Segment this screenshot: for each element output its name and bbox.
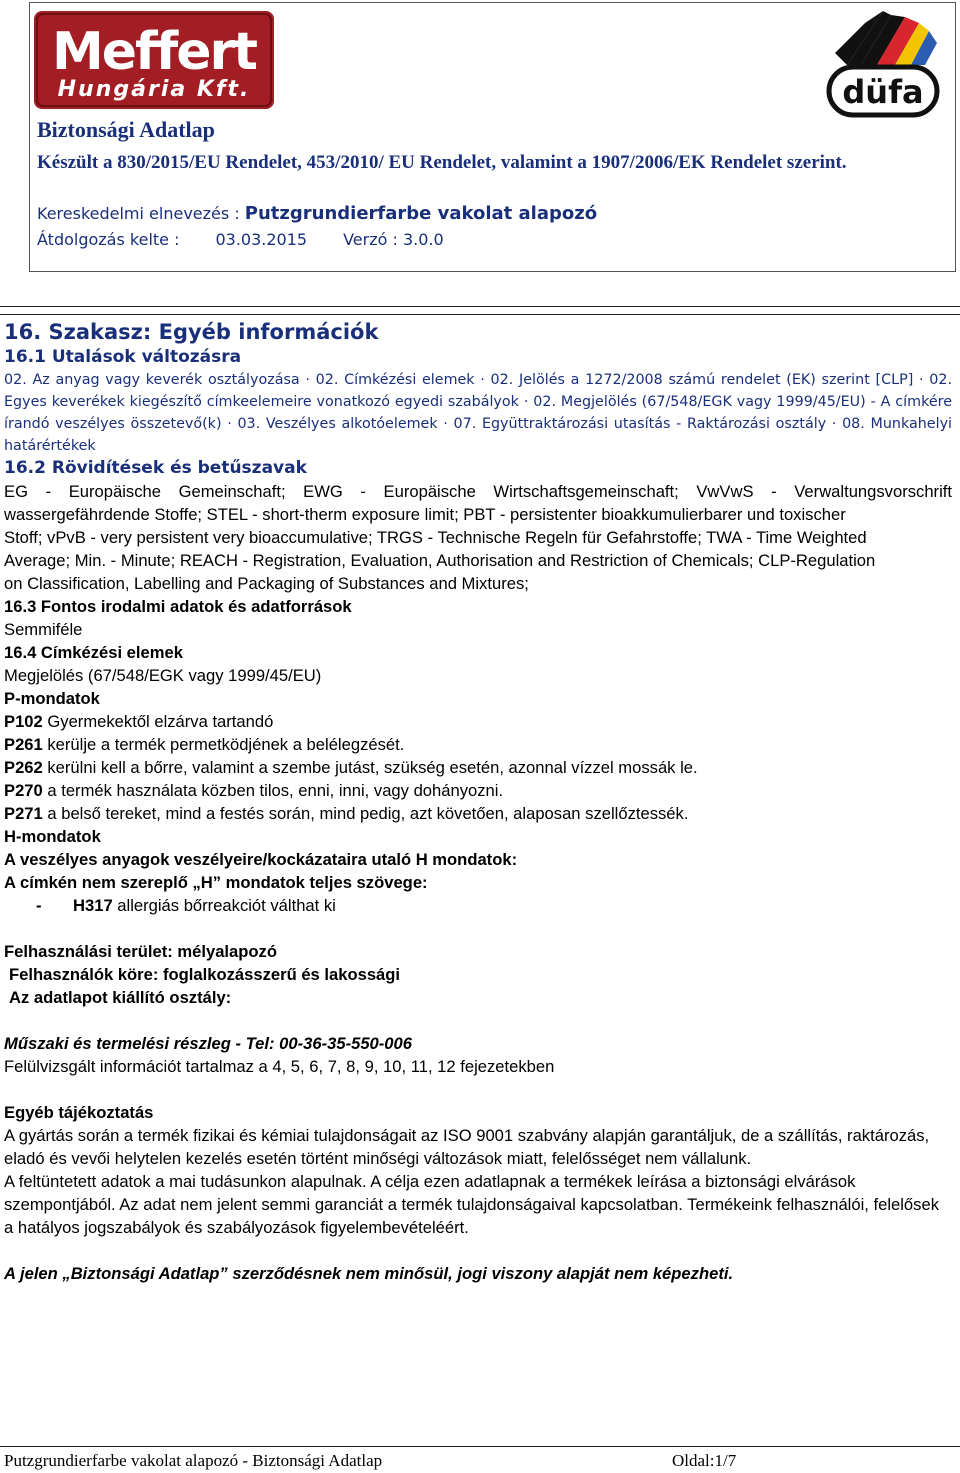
p-text: kerülni kell a bőrre, valamint a szembe jutást, szükség esetén, azonnal vízzel mossák le. xyxy=(42,758,698,777)
dufa-logo-text: düfa xyxy=(842,73,924,111)
labelling-note: Megjelölés (67/548/EGK vagy 1999/45/EU) xyxy=(4,666,322,685)
h-statements-full-text-title: A címkén nem szereplő „H” mondatok teljes szövege: xyxy=(4,873,428,892)
p-text: kerülje a termék permetködjének a belélegzését. xyxy=(42,735,405,754)
footer-document-name: Putzgrundierfarbe vakolat alapozó - Biztonsági Adatlap xyxy=(4,1451,383,1470)
top-rule-2 xyxy=(0,314,960,315)
reviewed-chapters: Felülvizsgált információt tartalmaz a 4, 5, 6, 7, 8, 9, 10, 11, 12 fejezetekben xyxy=(4,1057,555,1076)
h-statements-title: H-mondatok xyxy=(4,827,101,846)
abbreviations-p2: Stoff; vPvB - very persistent very bioaccumulative; TRGS - Technische Regeln für Gefahrstoffe; TWA - Time Weighted xyxy=(4,528,867,547)
abbreviations-p4: on Classification, Labelling and Packaging of Substances and Mixtures; xyxy=(4,574,529,593)
p-text: Gyermekektől elzárva tartandó xyxy=(42,712,274,731)
abbreviations-p1: EG - Europäische Gemeinschaft; EWG - Europäische Wirtschaftsgemeinschaft; VwVwS - Verwaltungsvorschrift wassergefährdende Stoffe; STEL - short-therm exposure limit; PBT - persistenter bioakkumulierbarer und toxischer xyxy=(4,482,952,524)
disclaimer: A jelen „Biztonsági Adatlap” szerződésnek nem minősül, jogi viszony alapját nem képezheti. xyxy=(4,1264,734,1283)
meffert-logo xyxy=(34,11,274,109)
trade-name-value: Putzgrundierfarbe vakolat alapozó xyxy=(244,203,598,224)
revision-label: Átdolgozás kelte : xyxy=(37,230,180,249)
h-statement-row xyxy=(4,894,952,917)
header-box xyxy=(29,2,956,272)
other-info-p2: A feltüntetett adatok a mai tudásunkon alapulnak. A célja ezen adatlapnak a termékek leírása a biztonsági elvárások szempontjából. Az adat nem jelent semmi garanciát a termék tulajdonságaival kapcsolatban. Termékeink felhasználói, felelősek a hatályos jogszabályok és szabályozások figyelembevételéért. xyxy=(4,1172,939,1237)
h-text: allergiás bőrreakciót válthat ki xyxy=(112,896,336,915)
trade-name-label: Kereskedelmi elnevezés : xyxy=(37,204,240,223)
dufa-logo xyxy=(825,3,941,121)
p-statements-title: P-mondatok xyxy=(4,689,100,708)
list-dash: - xyxy=(36,896,42,915)
p-code: P261 xyxy=(4,735,43,754)
p-text: a belső tereket, mind a festés során, mind pedig, azt követően, alaposan szellőztessék. xyxy=(42,804,689,823)
p-code: P271 xyxy=(4,804,43,823)
p-statement-row xyxy=(4,733,952,756)
p-text: a termék használata közben tilos, enni, inni, vagy dohányozni. xyxy=(42,781,504,800)
p-statement-row xyxy=(4,802,952,825)
document-title: Biztonsági Adatlap xyxy=(37,117,215,142)
abbreviations-p3: Average; Min. - Minute; REACH - Registration, Evaluation, Authorisation and Restriction of Chemicals; CLP-Regulation xyxy=(4,551,876,570)
contact-line: Műszaki és termelési részleg - Tel: 00-36-35-550-006 xyxy=(4,1034,412,1053)
p-statement-row xyxy=(4,710,952,733)
h-statements-intro: A veszélyes anyagok veszélyeire/kockázataira utaló H mondatok: xyxy=(4,850,518,869)
literature-sources: Semmiféle xyxy=(4,620,83,639)
meffert-logo-sub: Hungária Kft. xyxy=(57,77,251,102)
h-code: H317 xyxy=(73,896,113,915)
section-title: 16. Szakasz: Egyéb információk xyxy=(4,320,379,344)
revision-date: 03.03.2015 xyxy=(215,230,308,249)
version-label: Verzó : 3.0.0 xyxy=(343,230,444,249)
user-group: Felhasználók köre: foglalkozásszerű és lakossági xyxy=(9,965,401,984)
subsection-16-2-title: 16.2 Rövidítések és betűszavak xyxy=(4,458,307,478)
top-rule-1 xyxy=(0,306,960,307)
other-info-p1: A gyártás során a termék fizikai és kémiai tulajdonságait az ISO 9001 szabvány alapján garantáljuk, de a szállítás, raktározás, eladó és vevői helytelen kezelés esetén történt minőségi változások miatt, felelősséget nem vállalunk. xyxy=(4,1126,930,1168)
subsection-16-3-title: 16.3 Fontos irodalmi adatok és adatforrások xyxy=(4,597,352,616)
p-statement-row xyxy=(4,756,952,779)
trade-name-line xyxy=(37,203,597,224)
issuing-department: Az adatlapot kiállító osztály: xyxy=(9,988,232,1007)
use-area: Felhasználási terület: mélyalapozó xyxy=(4,942,277,961)
revision-line xyxy=(37,230,480,249)
p-code: P270 xyxy=(4,781,43,800)
footer-page-number: Oldal:1/7 xyxy=(672,1451,737,1470)
section-16 xyxy=(4,318,952,1285)
change-references: 02. Az anyag vagy keverék osztályozása · 02. Címkézési elemek · 02. Jelölés a 1272/2008 számú rendelet (EK) szerint [CLP] · 02. Egyes keverékek kiegészítő címkeelemeire vonatkozó egyedi szabályok · 02. Megjelölés (67/548/EGK vagy 1999/45/EU) - A címkére írandó veszélyes összetevő(k) · 03. Veszélyes alkotóelemek · 07. Együttraktározási utasítás - Raktározási osztály · 08. Munkahelyi határértékek xyxy=(4,372,952,454)
meffert-logo-text: Meffert xyxy=(51,22,257,82)
subsection-16-1-title: 16.1 Utalások változásra xyxy=(4,347,242,367)
footer-rule xyxy=(0,1446,960,1447)
regulation-text: Készült a 830/2015/EU Rendelet, 453/2010/ EU Rendelet, valamint a 1907/2006/EK Rendelet szerint. xyxy=(37,152,847,173)
subsection-16-4-title: 16.4 Címkézési elemek xyxy=(4,643,183,662)
p-statement-row xyxy=(4,779,952,802)
p-code: P102 xyxy=(4,712,43,731)
p-code: P262 xyxy=(4,758,43,777)
other-info-title: Egyéb tájékoztatás xyxy=(4,1103,154,1122)
